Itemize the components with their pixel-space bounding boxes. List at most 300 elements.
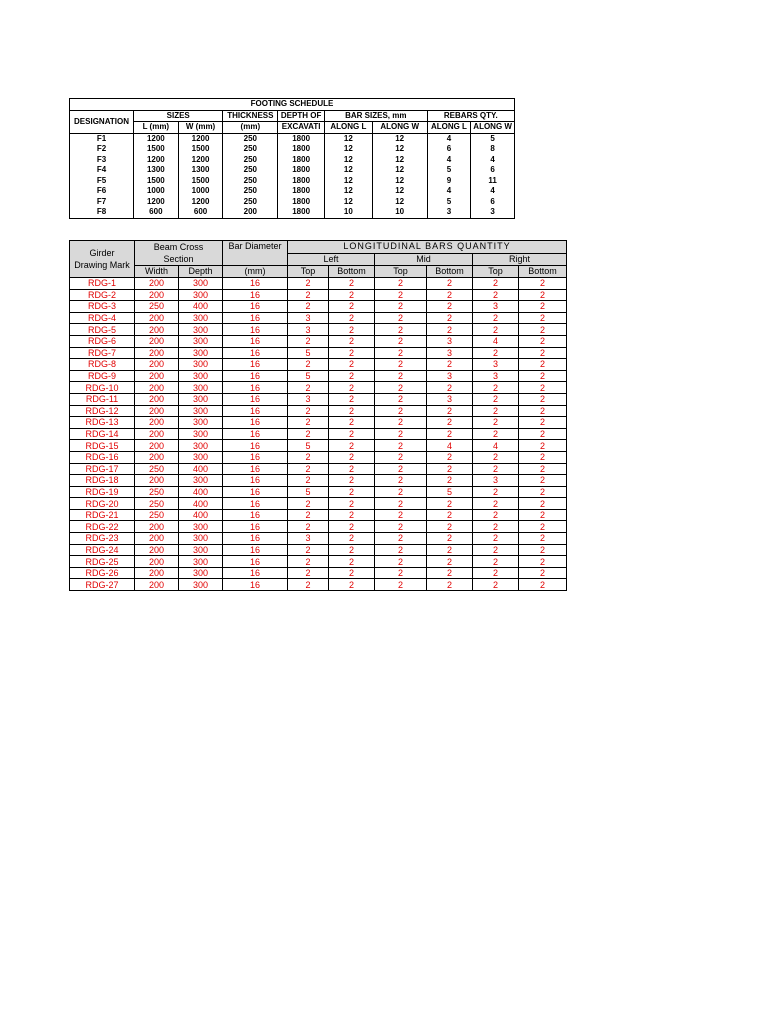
right-top-cell: 2	[473, 278, 519, 290]
length-header: L (mm)	[134, 122, 179, 134]
mid-bottom-cell: 2	[427, 463, 473, 475]
left-bottom-cell: 2	[329, 393, 375, 405]
left-top-cell: 5	[288, 347, 329, 359]
designation-cell: F2	[70, 144, 134, 155]
girder-mark-cell: RDG-4	[70, 312, 135, 324]
table-row	[70, 176, 515, 187]
bar-along-l-cell: 12	[325, 144, 373, 155]
mid-bottom-cell: 2	[427, 301, 473, 313]
bar-diameter-cell: 16	[223, 521, 288, 533]
footing-schedule-table	[69, 98, 515, 219]
width-cell: 200	[135, 335, 179, 347]
right-bottom-cell: 2	[519, 533, 567, 545]
left-top-cell: 2	[288, 509, 329, 521]
mid-top-cell: 2	[375, 324, 427, 336]
left-bottom-cell: 2	[329, 556, 375, 568]
girder-mark-cell: RDG-2	[70, 289, 135, 301]
width-cell: 200	[135, 289, 179, 301]
table-row	[70, 521, 567, 533]
depth-cell: 400	[179, 463, 223, 475]
left-bottom-cell: 2	[329, 347, 375, 359]
depth-cell: 1800	[278, 165, 325, 176]
left-top-cell: 2	[288, 579, 329, 591]
mid-top-cell: 2	[375, 417, 427, 429]
right-bottom-cell: 2	[519, 440, 567, 452]
mid-bottom-cell: 2	[427, 312, 473, 324]
mid-header: Mid	[375, 253, 473, 266]
girder-mark-cell: RDG-6	[70, 335, 135, 347]
mid-top-cell: 2	[375, 498, 427, 510]
right-bottom-cell: 2	[519, 359, 567, 371]
designation-cell: F3	[70, 155, 134, 166]
width-cell: 200	[135, 579, 179, 591]
girder-mark-cell: RDG-8	[70, 359, 135, 371]
length-cell: 1500	[134, 144, 179, 155]
designation-cell: F8	[70, 207, 134, 218]
bar-along-w-cell: 12	[372, 155, 427, 166]
table-row	[70, 155, 515, 166]
table-row	[70, 186, 515, 197]
left-top-cell: 3	[288, 533, 329, 545]
right-top-cell: 2	[473, 451, 519, 463]
width-cell: 1200	[178, 155, 223, 166]
bar-diameter-cell: 16	[223, 359, 288, 371]
right-bottom-cell: 2	[519, 567, 567, 579]
length-cell: 1200	[134, 133, 179, 144]
left-bottom-cell: 2	[329, 278, 375, 290]
mid-bottom-cell: 2	[427, 278, 473, 290]
depth-cell: 300	[179, 451, 223, 463]
qty-along-l-cell: 5	[427, 165, 471, 176]
bar-diameter-cell: 16	[223, 335, 288, 347]
table-row	[70, 428, 567, 440]
table-row	[70, 405, 567, 417]
qty-along-w-cell: 5	[471, 133, 515, 144]
right-bottom-cell: 2	[519, 301, 567, 313]
sizes-header: SIZES	[134, 110, 223, 122]
depth-cell: 300	[179, 567, 223, 579]
mid-bottom-cell: 2	[427, 556, 473, 568]
left-bottom-cell: 2	[329, 544, 375, 556]
table-row	[70, 207, 515, 218]
designation-cell: F1	[70, 133, 134, 144]
mid-bottom-cell: 2	[427, 417, 473, 429]
depth-cell: 300	[179, 475, 223, 487]
mid-top-cell: 2	[375, 486, 427, 498]
right-top-cell: 2	[473, 312, 519, 324]
bar-along-w-cell: 12	[372, 133, 427, 144]
girder-mark-cell: RDG-13	[70, 417, 135, 429]
mid-top-cell: 2	[375, 278, 427, 290]
left-top-cell: 5	[288, 486, 329, 498]
left-bottom-cell: 2	[329, 498, 375, 510]
beam-cross-header-line1: Beam Cross	[153, 242, 204, 252]
right-bottom-cell: 2	[519, 278, 567, 290]
thickness-cell: 250	[223, 155, 278, 166]
bar-diameter-cell: 16	[223, 475, 288, 487]
width-cell: 250	[135, 509, 179, 521]
qty-along-w-cell: 6	[471, 165, 515, 176]
left-bottom-cell: 2	[329, 533, 375, 545]
width-cell: 200	[135, 521, 179, 533]
girder-mark-cell: RDG-9	[70, 370, 135, 382]
bar-diameter-cell: 16	[223, 544, 288, 556]
bar-along-w-cell: 12	[372, 176, 427, 187]
table-row	[70, 533, 567, 545]
mid-bottom-cell: 2	[427, 382, 473, 394]
mid-bottom-cell: 2	[427, 405, 473, 417]
left-top-cell: 2	[288, 405, 329, 417]
bar-diameter-cell: 16	[223, 417, 288, 429]
width-cell: 200	[135, 556, 179, 568]
footing-schedule-title: FOOTING SCHEDULE	[70, 99, 515, 111]
left-bottom-header: Bottom	[329, 266, 375, 278]
mid-top-cell: 2	[375, 359, 427, 371]
length-cell: 1200	[134, 155, 179, 166]
left-bottom-cell: 2	[329, 451, 375, 463]
right-bottom-cell: 2	[519, 405, 567, 417]
width-cell: 200	[135, 417, 179, 429]
bar-sizes-header: BAR SIZES, mm	[325, 110, 428, 122]
right-bottom-cell: 2	[519, 324, 567, 336]
right-bottom-cell: 2	[519, 475, 567, 487]
depth-cell: 300	[179, 335, 223, 347]
right-top-cell: 2	[473, 289, 519, 301]
width-cell: 1000	[178, 186, 223, 197]
mid-top-cell: 2	[375, 370, 427, 382]
left-top-cell: 2	[288, 382, 329, 394]
bar-along-l-cell: 12	[325, 165, 373, 176]
left-bottom-cell: 2	[329, 521, 375, 533]
table-row	[70, 335, 567, 347]
girder-mark-cell: RDG-20	[70, 498, 135, 510]
width-cell: 1300	[178, 165, 223, 176]
table-row	[70, 289, 567, 301]
left-bottom-cell: 2	[329, 428, 375, 440]
bar-along-w-cell: 12	[372, 197, 427, 208]
rebars-qty-header: REBARS QTY.	[427, 110, 514, 122]
beam-cross-header-line2: Section	[163, 254, 194, 264]
right-top-cell: 2	[473, 486, 519, 498]
left-top-cell: 2	[288, 544, 329, 556]
depth-cell: 300	[179, 440, 223, 452]
bar-along-w-cell: 12	[372, 186, 427, 197]
depth-cell: 300	[179, 324, 223, 336]
width-cell: 200	[135, 278, 179, 290]
right-top-cell: 2	[473, 405, 519, 417]
depth-cell: 1800	[278, 155, 325, 166]
left-top-cell: 2	[288, 451, 329, 463]
mid-bottom-cell: 3	[427, 347, 473, 359]
depth-cell: 300	[179, 428, 223, 440]
girder-mark-header-line2: Drawing Mark	[74, 260, 130, 270]
depth-cell: 300	[179, 405, 223, 417]
left-header: Left	[288, 253, 375, 266]
left-bottom-cell: 2	[329, 440, 375, 452]
girder-mark-cell: RDG-16	[70, 451, 135, 463]
girder-mark-cell: RDG-18	[70, 475, 135, 487]
thickness-cell: 250	[223, 176, 278, 187]
thickness-cell: 250	[223, 144, 278, 155]
left-bottom-cell: 2	[329, 312, 375, 324]
width-cell: 200	[135, 451, 179, 463]
bar-along-w-cell: 12	[372, 165, 427, 176]
left-top-cell: 2	[288, 278, 329, 290]
bar-diameter-cell: 16	[223, 567, 288, 579]
left-bottom-cell: 2	[329, 335, 375, 347]
width-cell: 200	[135, 440, 179, 452]
girder-mark-cell: RDG-7	[70, 347, 135, 359]
right-bottom-cell: 2	[519, 335, 567, 347]
right-top-cell: 2	[473, 579, 519, 591]
length-cell: 1500	[134, 176, 179, 187]
bar-diameter-header: Bar Diameter	[223, 241, 288, 266]
right-bottom-cell: 2	[519, 347, 567, 359]
right-header: Right	[473, 253, 567, 266]
thickness-unit-header: (mm)	[223, 122, 278, 134]
depth-cell: 1800	[278, 176, 325, 187]
right-top-cell: 4	[473, 335, 519, 347]
left-top-cell: 2	[288, 301, 329, 313]
girder-mark-cell: RDG-17	[70, 463, 135, 475]
table-row	[70, 278, 567, 290]
bar-diameter-cell: 16	[223, 463, 288, 475]
depth-cell: 300	[179, 278, 223, 290]
girder-mark-cell: RDG-26	[70, 567, 135, 579]
width-cell: 200	[135, 347, 179, 359]
left-bottom-cell: 2	[329, 417, 375, 429]
length-cell: 1300	[134, 165, 179, 176]
left-bottom-cell: 2	[329, 475, 375, 487]
thickness-cell: 200	[223, 207, 278, 218]
left-top-cell: 2	[288, 475, 329, 487]
mid-top-cell: 2	[375, 544, 427, 556]
right-bottom-cell: 2	[519, 417, 567, 429]
beam-cross-section-header	[135, 241, 223, 266]
width-cell: 250	[135, 498, 179, 510]
width-cell: 200	[135, 567, 179, 579]
mid-top-cell: 2	[375, 463, 427, 475]
table-row	[70, 440, 567, 452]
left-top-cell: 2	[288, 417, 329, 429]
table-row	[70, 393, 567, 405]
mid-bottom-cell: 2	[427, 324, 473, 336]
left-bottom-cell: 2	[329, 370, 375, 382]
mid-top-cell: 2	[375, 335, 427, 347]
table-row	[70, 359, 567, 371]
width-cell: 250	[135, 301, 179, 313]
depth-cell: 300	[179, 544, 223, 556]
right-bottom-cell: 2	[519, 289, 567, 301]
depth-cell: 1800	[278, 197, 325, 208]
mid-bottom-cell: 2	[427, 579, 473, 591]
right-top-cell: 4	[473, 440, 519, 452]
mid-bottom-cell: 3	[427, 370, 473, 382]
right-top-cell: 2	[473, 324, 519, 336]
width-cell: 200	[135, 428, 179, 440]
left-top-cell: 2	[288, 428, 329, 440]
qty-along-l-header: ALONG L	[427, 122, 471, 134]
depth-cell: 300	[179, 312, 223, 324]
girder-mark-cell: RDG-11	[70, 393, 135, 405]
mid-top-cell: 2	[375, 509, 427, 521]
bar-diameter-cell: 16	[223, 486, 288, 498]
depth-cell: 400	[179, 301, 223, 313]
length-cell: 600	[134, 207, 179, 218]
mid-bottom-cell: 2	[427, 498, 473, 510]
bar-along-l-cell: 12	[325, 155, 373, 166]
table-row	[70, 579, 567, 591]
mid-bottom-cell: 5	[427, 486, 473, 498]
left-bottom-cell: 2	[329, 359, 375, 371]
bar-diameter-cell: 16	[223, 393, 288, 405]
mid-bottom-cell: 2	[427, 451, 473, 463]
mid-top-cell: 2	[375, 347, 427, 359]
depth-cell: 400	[179, 486, 223, 498]
left-bottom-cell: 2	[329, 382, 375, 394]
girder-mark-cell: RDG-12	[70, 405, 135, 417]
right-top-cell: 2	[473, 556, 519, 568]
bar-along-w-cell: 10	[372, 207, 427, 218]
bar-unit-header: (mm)	[223, 266, 288, 278]
qty-along-l-cell: 4	[427, 186, 471, 197]
mid-top-cell: 2	[375, 382, 427, 394]
bar-along-l-cell: 12	[325, 133, 373, 144]
width-cell: 200	[135, 312, 179, 324]
bar-diameter-cell: 16	[223, 440, 288, 452]
mid-bottom-cell: 2	[427, 509, 473, 521]
left-bottom-cell: 2	[329, 579, 375, 591]
right-top-cell: 2	[473, 567, 519, 579]
girder-mark-header	[70, 241, 135, 278]
right-top-cell: 3	[473, 359, 519, 371]
depth-cell: 300	[179, 382, 223, 394]
mid-top-cell: 2	[375, 451, 427, 463]
depth-cell: 300	[179, 533, 223, 545]
right-top-header: Top	[473, 266, 519, 278]
table-row	[70, 567, 567, 579]
girder-mark-cell: RDG-23	[70, 533, 135, 545]
thickness-header: THICKNESS	[223, 110, 278, 122]
mid-top-cell: 2	[375, 289, 427, 301]
left-bottom-cell: 2	[329, 405, 375, 417]
right-top-cell: 2	[473, 382, 519, 394]
width-cell: 200	[135, 324, 179, 336]
mid-top-cell: 2	[375, 393, 427, 405]
table-row	[70, 451, 567, 463]
bar-along-l-cell: 12	[325, 186, 373, 197]
bar-along-l-cell: 12	[325, 176, 373, 187]
right-top-cell: 3	[473, 370, 519, 382]
table-row	[70, 382, 567, 394]
table-row	[70, 347, 567, 359]
right-top-cell: 2	[473, 498, 519, 510]
depth-col-header: Depth	[179, 266, 223, 278]
girder-mark-cell: RDG-1	[70, 278, 135, 290]
mid-top-cell: 2	[375, 521, 427, 533]
table-row	[70, 509, 567, 521]
mid-top-cell: 2	[375, 312, 427, 324]
bar-diameter-cell: 16	[223, 509, 288, 521]
width-cell: 1200	[178, 133, 223, 144]
table-row	[70, 133, 515, 144]
bar-diameter-cell: 16	[223, 451, 288, 463]
right-bottom-cell: 2	[519, 486, 567, 498]
mid-bottom-cell: 2	[427, 567, 473, 579]
left-top-cell: 2	[288, 521, 329, 533]
left-top-cell: 2	[288, 556, 329, 568]
bar-diameter-cell: 16	[223, 289, 288, 301]
table-row	[70, 417, 567, 429]
mid-top-cell: 2	[375, 579, 427, 591]
table-row	[70, 144, 515, 155]
mid-bottom-cell: 4	[427, 440, 473, 452]
right-top-cell: 2	[473, 533, 519, 545]
bar-diameter-cell: 16	[223, 312, 288, 324]
qty-along-w-cell: 11	[471, 176, 515, 187]
right-bottom-cell: 2	[519, 544, 567, 556]
table-row	[70, 498, 567, 510]
qty-along-w-cell: 3	[471, 207, 515, 218]
left-bottom-cell: 2	[329, 509, 375, 521]
mid-top-cell: 2	[375, 556, 427, 568]
left-top-cell: 2	[288, 289, 329, 301]
left-bottom-cell: 2	[329, 463, 375, 475]
table-row	[70, 370, 567, 382]
right-top-cell: 3	[473, 475, 519, 487]
girder-mark-cell: RDG-27	[70, 579, 135, 591]
girder-mark-header-line1: Girder	[89, 248, 115, 258]
mid-top-header: Top	[375, 266, 427, 278]
right-top-cell: 2	[473, 417, 519, 429]
girder-mark-cell: RDG-14	[70, 428, 135, 440]
depth-cell: 400	[179, 498, 223, 510]
designation-cell: F7	[70, 197, 134, 208]
table-row	[70, 544, 567, 556]
left-top-header: Top	[288, 266, 329, 278]
mid-bottom-cell: 3	[427, 393, 473, 405]
mid-top-cell: 2	[375, 533, 427, 545]
girder-mark-cell: RDG-21	[70, 509, 135, 521]
designation-header: DESIGNATION	[70, 110, 134, 133]
right-top-cell: 2	[473, 509, 519, 521]
left-top-cell: 2	[288, 463, 329, 475]
mid-bottom-cell: 2	[427, 533, 473, 545]
right-bottom-cell: 2	[519, 463, 567, 475]
bar-diameter-cell: 16	[223, 382, 288, 394]
width-cell: 1500	[178, 144, 223, 155]
right-bottom-cell: 2	[519, 498, 567, 510]
girder-mark-cell: RDG-3	[70, 301, 135, 313]
width-cell: 1500	[178, 176, 223, 187]
right-top-cell: 2	[473, 544, 519, 556]
bar-diameter-cell: 16	[223, 405, 288, 417]
mid-top-cell: 2	[375, 440, 427, 452]
depth-header-2: EXCAVATI	[278, 122, 325, 134]
left-top-cell: 5	[288, 440, 329, 452]
left-top-cell: 3	[288, 312, 329, 324]
mid-top-cell: 2	[375, 475, 427, 487]
right-top-cell: 2	[473, 347, 519, 359]
length-cell: 1200	[134, 197, 179, 208]
girder-bars-table	[69, 240, 567, 591]
right-top-cell: 3	[473, 301, 519, 313]
qty-along-l-cell: 6	[427, 144, 471, 155]
left-top-cell: 3	[288, 393, 329, 405]
bar-diameter-cell: 16	[223, 370, 288, 382]
qty-along-w-cell: 4	[471, 186, 515, 197]
bar-along-w-cell: 12	[372, 144, 427, 155]
